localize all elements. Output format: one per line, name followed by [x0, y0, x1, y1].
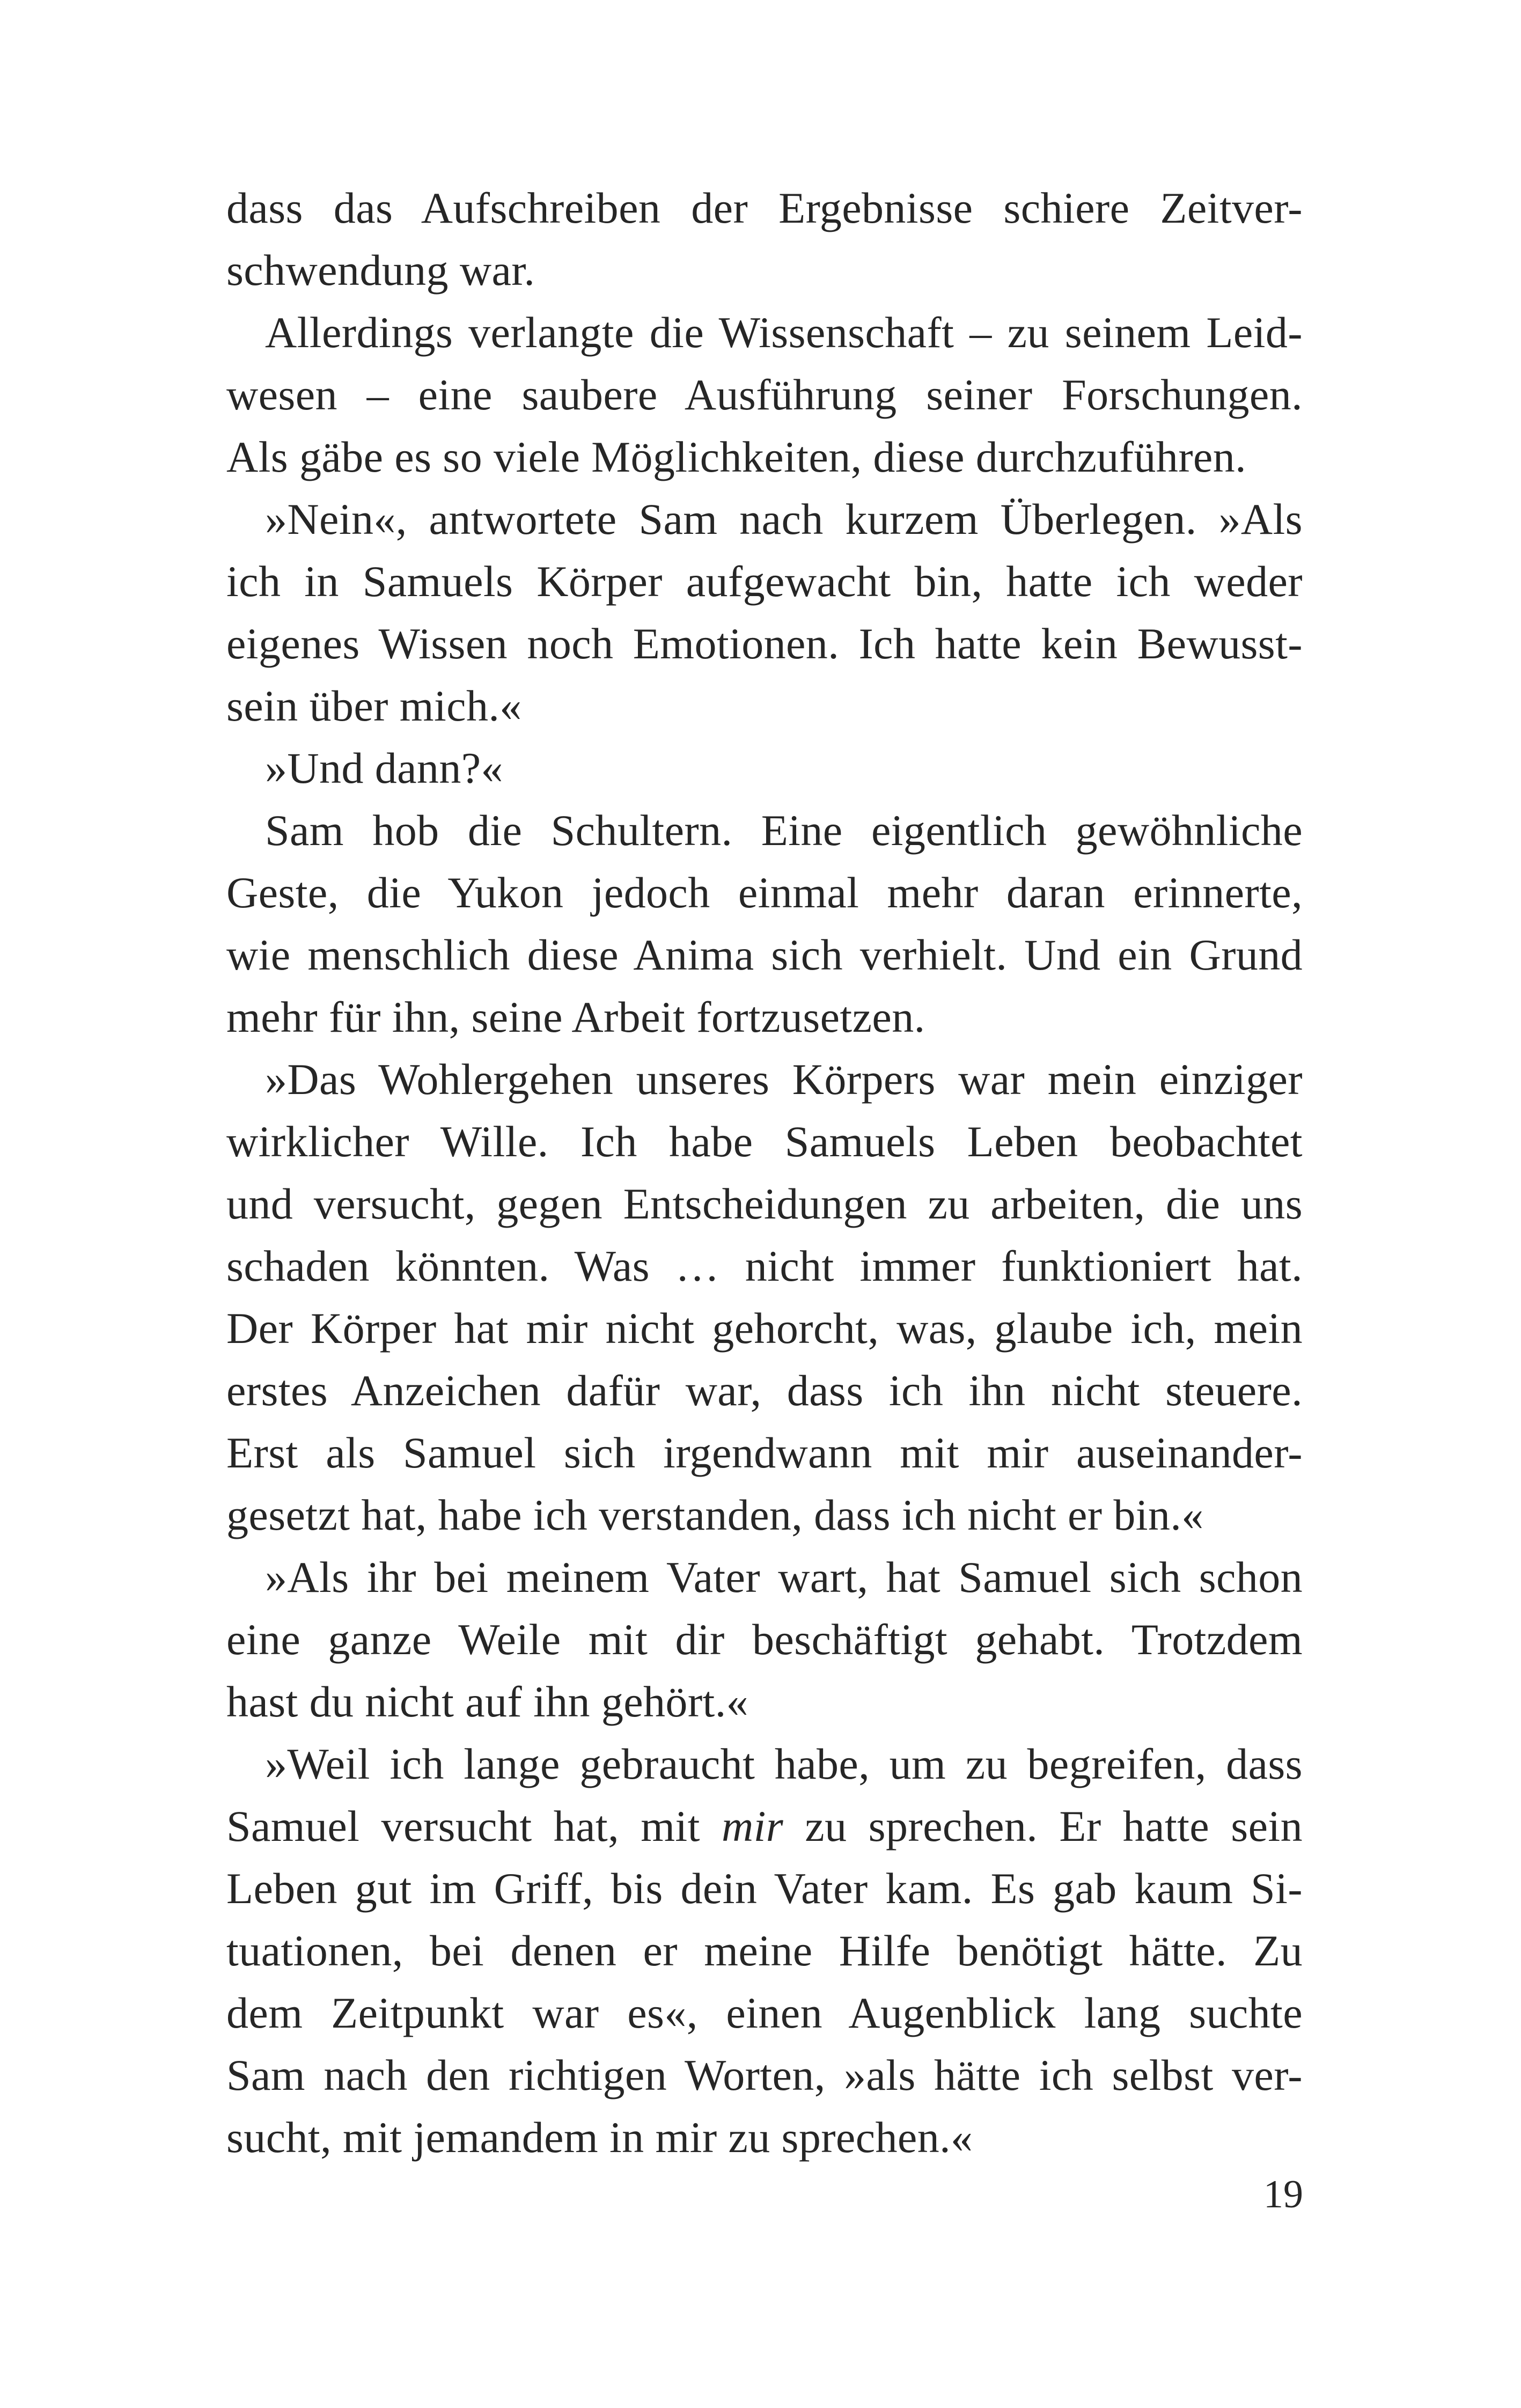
text-line: schaden könnten. Was … nicht immer funktioniert hat.: [226, 1242, 1303, 1290]
text-line: Erst als Samuel sich irgendwann mit mir auseinander-: [226, 1428, 1303, 1477]
text-line: tuationen, bei denen er meine Hilfe benötigt hätte. Zu: [226, 1926, 1303, 1975]
emphasized-word: mir: [721, 1802, 784, 1851]
text-line: eigenes Wissen noch Emotionen. Ich hatte kein Bewusst-: [226, 619, 1303, 668]
text-line: wie menschlich diese Anima sich verhielt. Und ein Grund: [226, 930, 1303, 979]
text-line: schwendung war.: [226, 246, 535, 295]
text-line: erstes Anzeichen dafür war, dass ich ihn nicht steuere.: [226, 1366, 1303, 1415]
text-line: ich in Samuels Körper aufgewacht bin, hatte ich weder: [226, 557, 1303, 606]
text-line: [226, 1795, 1303, 1858]
text-line: Der Körper hat mir nicht gehorcht, was, glaube ich, mein: [226, 1304, 1303, 1353]
text-line: Als gäbe es so viele Möglichkeiten, diese durchzuführen.: [226, 432, 1246, 481]
text-line: sucht, mit jemandem in mir zu sprechen.«: [226, 2113, 973, 2162]
text-line: Geste, die Yukon jedoch einmal mehr daran erinnerte,: [226, 868, 1303, 917]
text-line: mehr für ihn, seine Arbeit fortzusetzen.: [226, 993, 925, 1041]
text-line: wirklicher Wille. Ich habe Samuels Leben beobachtet: [226, 1117, 1303, 1166]
text-line: »Weil ich lange gebraucht habe, um zu begreifen, dass: [265, 1739, 1303, 1788]
text-line: wesen – eine saubere Ausführung seiner Forschungen.: [226, 370, 1303, 419]
book-page-body: [226, 177, 1303, 2169]
text-line: Sam nach den richtigen Worten, »als hätte ich selbst ver-: [226, 2051, 1303, 2099]
text-segment: Samuel versucht hat, mit: [226, 1802, 722, 1851]
text-line: Sam hob die Schultern. Eine eigentlich gewöhnliche: [265, 806, 1303, 855]
text-line: »Das Wohlergehen unseres Körpers war mein einziger: [265, 1055, 1303, 1104]
text-line: und versucht, gegen Entscheidungen zu arbeiten, die uns: [226, 1179, 1303, 1228]
text-line: »Als ihr bei meinem Vater wart, hat Samuel sich schon: [265, 1553, 1303, 1602]
text-line: dass das Aufschreiben der Ergebnisse schiere Zeitver-: [226, 183, 1303, 232]
text-line: »Und dann?«: [265, 744, 503, 792]
text-line: »Nein«, antwortete Sam nach kurzem Überlegen. »Als: [265, 495, 1303, 544]
text-line: hast du nicht auf ihn gehört.«: [226, 1677, 749, 1726]
text-line: eine ganze Weile mit dir beschäftigt gehabt. Trotzdem: [226, 1615, 1303, 1664]
text-line: dem Zeitpunkt war es«, einen Augenblick lang suchte: [226, 1988, 1303, 2037]
text-line: Leben gut im Griff, bis dein Vater kam. Es gab kaum Si-: [226, 1864, 1303, 1913]
text-line: gesetzt hat, habe ich verstanden, dass ich nicht er bin.«: [226, 1491, 1204, 1539]
text-line: sein über mich.«: [226, 681, 522, 730]
page-number: 19: [1263, 2172, 1303, 2216]
text-segment: zu sprechen. Er hatte sein: [783, 1802, 1303, 1851]
text-line: Allerdings verlangte die Wissenschaft – zu seinem Leid-: [265, 308, 1303, 357]
